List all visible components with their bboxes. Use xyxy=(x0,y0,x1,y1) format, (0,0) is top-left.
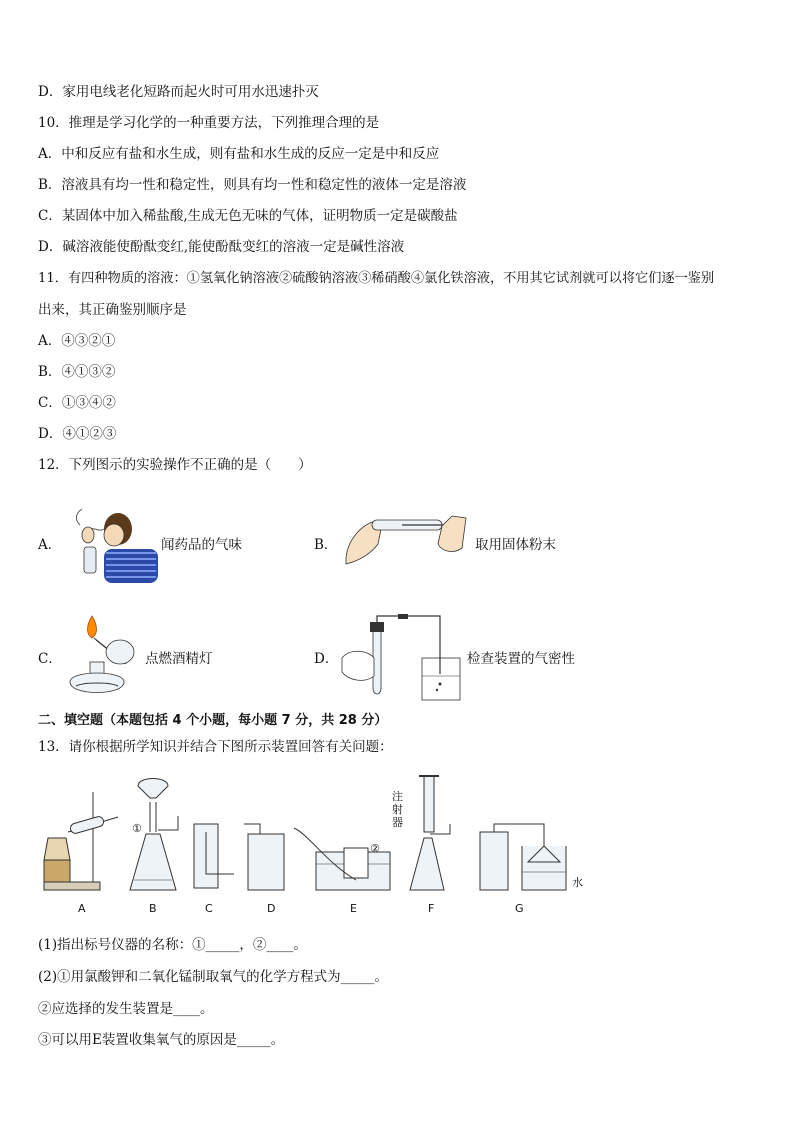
apparatus-f xyxy=(410,776,450,890)
q11-option-a: A．④③②① xyxy=(38,333,116,349)
q13-stem: 13．请你根据所学知识并结合下图所示装置回答有关问题： xyxy=(38,739,393,755)
airtightness-check-figure xyxy=(340,614,465,702)
q12-stem: 12．下列图示的实验操作不正确的是（ ） xyxy=(38,457,312,473)
q11-option-b: B．④①③② xyxy=(38,364,116,380)
water-label: 水 xyxy=(572,876,583,889)
q10-stem: 10．推理是学习化学的一种重要方法，下列推理合理的是 xyxy=(38,115,380,131)
section-2-heading: 二、填空题（本题包括 4 个小题，每小题 7 分，共 28 分） xyxy=(38,713,388,728)
apparatus-mark-2: ② xyxy=(370,842,380,855)
q9-option-d: D．家用电线老化短路而起火时可用水迅速扑灭 xyxy=(38,84,319,100)
q13-part-2-3: ③可以用E装置收集氧气的原因是_____。 xyxy=(38,1032,285,1048)
q12-option-c-letter: C． xyxy=(38,651,62,667)
q10-option-a: A．中和反应有盐和水生成，则有盐和水生成的反应一定是中和反应 xyxy=(38,146,440,162)
apparatus-e xyxy=(294,828,390,890)
q10-option-d: D．碱溶液能使酚酞变红,能使酚酞变红的溶液一定是碱性溶液 xyxy=(38,239,405,255)
apparatus-label-f: F xyxy=(428,902,435,915)
q11-option-d: D．④①②③ xyxy=(38,426,117,442)
q13-part-2-2: ②应选择的发生装置是____。 xyxy=(38,1001,214,1017)
apparatus-c xyxy=(194,824,234,888)
q12-option-b-caption: 取用固体粉末 xyxy=(475,537,556,553)
q10-option-b: B．溶液具有均一性和稳定性，则具有均一性和稳定性的液体一定是溶液 xyxy=(38,177,467,193)
q10-option-c: C．某固体中加入稀盐酸,生成无色无味的气体，证明物质一定是碳酸盐 xyxy=(38,208,458,224)
apparatus-label-a: A xyxy=(78,902,86,915)
q12-option-a-letter: A． xyxy=(38,537,62,553)
q11-stem-line2: 出来，其正确鉴别顺序是 xyxy=(38,302,187,318)
apparatus-label-g: G xyxy=(515,902,524,915)
light-alcohol-lamp-figure xyxy=(64,612,146,707)
apparatus-a xyxy=(44,792,118,890)
q12-option-a-caption: 闻药品的气味 xyxy=(161,537,242,553)
apparatus-label-d: D xyxy=(267,902,276,915)
apparatus-label-e: E xyxy=(350,902,357,915)
q13-part-1: (1)指出标号仪器的名称：①_____，②____。 xyxy=(38,937,307,953)
apparatus-d xyxy=(244,824,284,890)
apparatus-g xyxy=(480,824,566,890)
apparatus-label-b: B xyxy=(149,902,157,915)
q13-part-2-1: (2)①用氯酸钾和二氧化锰制取氧气的化学方程式为_____。 xyxy=(38,969,388,985)
apparatus-mark-1: ① xyxy=(132,822,142,835)
apparatus-label-c: C xyxy=(205,902,213,915)
q12-option-c-caption: 点燃酒精灯 xyxy=(145,651,213,667)
q12-option-d-caption: 检查装置的气密性 xyxy=(467,651,575,667)
smell-chemical-figure xyxy=(66,505,161,585)
powder-tube-figure xyxy=(342,508,467,564)
q12-option-d-letter: D． xyxy=(314,651,339,667)
syringe-label: 注射器 xyxy=(392,790,403,829)
q12-option-b-letter: B． xyxy=(314,537,338,553)
q11-option-c: C．①③④② xyxy=(38,395,116,411)
lab-apparatus-figure xyxy=(38,772,598,920)
q11-stem-line1: 11．有四种物质的溶液：①氢氧化钠溶液②硫酸钠溶液③稀硝酸④氯化铁溶液，不用其它试剂就可以将它们逐一鉴别 xyxy=(38,271,715,286)
